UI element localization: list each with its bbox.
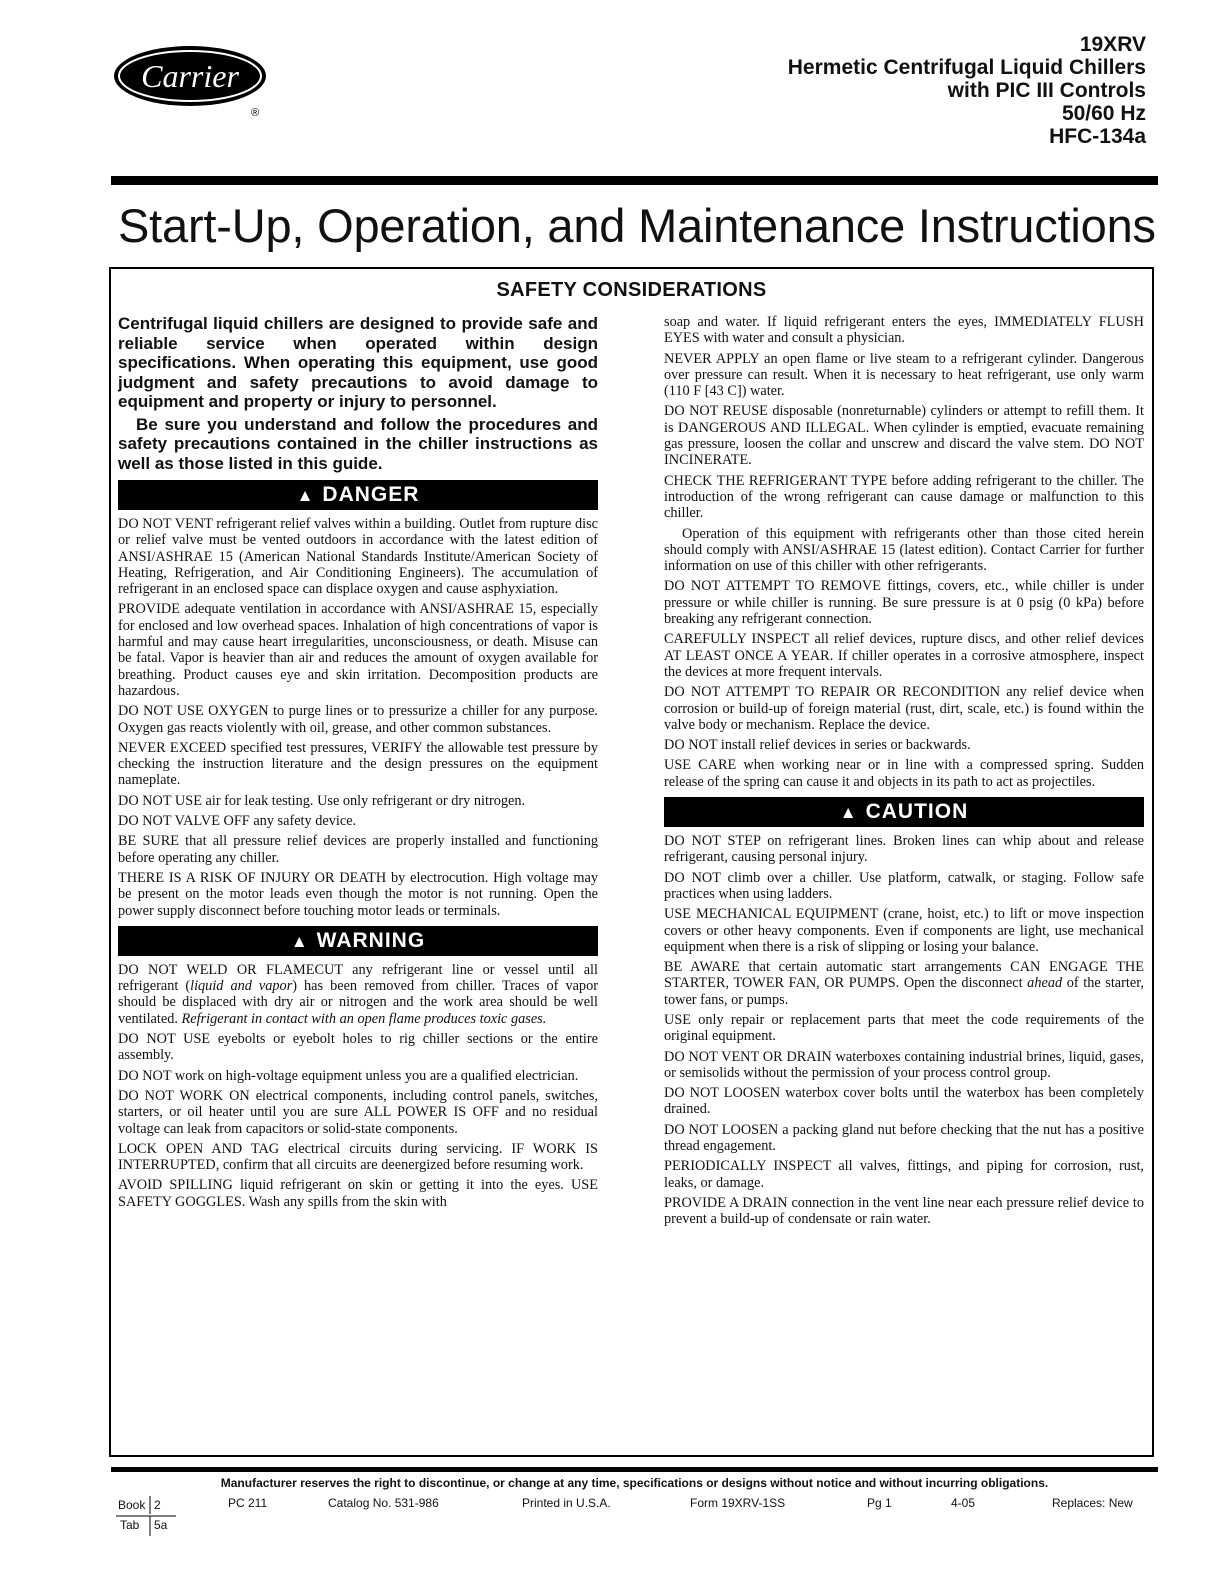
para-lead: PROVIDE A DRAIN: [664, 1194, 788, 1211]
para-text: fittings, covers, etc., while chiller is under pressure or while chiller is running. Be sure pressure is at 0 psig (0 kPa) before breaking any refrigerant connection.: [664, 578, 1144, 628]
para-lead: DO NOT LOOSEN: [664, 1085, 781, 1102]
para-text: eyebolts or eyebolt holes to rig chiller sections or the entire assembly.: [118, 1031, 598, 1064]
replaces: Replaces: New: [1052, 1496, 1133, 1510]
para-text: an open flame or live steam to a refrigerant cylinder. Dangerous over pressure can result. When it is necessary to heat refrigerant, use only warm (110 F [43 C]) water.: [664, 350, 1144, 400]
para-lead: DO NOT USE: [118, 1031, 211, 1048]
para-lead: DO NOT: [664, 869, 721, 886]
warning-paragraph: [118, 1088, 598, 1137]
para-lead: CAREFULLY INSPECT: [664, 631, 810, 648]
product-controls: with PIC III Controls: [947, 79, 1146, 102]
footer-rule: [111, 1467, 1158, 1472]
para-text: ) has been removed from chiller. Traces of vapor should be displaced with dry air or nitrogen and the work area should be well ventilated.: [118, 978, 598, 1027]
warning-paragraph: [118, 1141, 598, 1174]
warning-label: WARNING: [316, 928, 426, 952]
para-lead: DO NOT VENT OR DRAIN: [664, 1048, 832, 1065]
danger-paragraph: [118, 833, 598, 866]
right-paragraph: [664, 314, 1144, 347]
para-text: any safety device.: [249, 813, 357, 830]
para-text: refrigerant relief valves within a building. Outlet from rupture disc or relief valve must be vented outdoors in accordance with the latest edition of ANSI/ASHRAE 15 (American National Standards Institute/American Society of Heating, Refrigeration, and Air Conditioning Engineers). The accumulation of refrigerant in an enclosed space can displace oxygen and cause asphyxiation.: [118, 516, 598, 598]
product-model: 19XRV: [1079, 33, 1146, 56]
danger-paragraph: [118, 793, 598, 809]
para-lead: DO NOT ATTEMPT TO REMOVE: [664, 578, 882, 595]
para-text: that certain automatic start arrangements CAN ENGAGE THE STARTER, TOWER FAN, OR PUMPS. Open the disconnect: [664, 959, 1144, 992]
para-lead: DO NOT WELD OR FLAMECUT: [118, 961, 343, 978]
para-lead: BE SURE: [118, 833, 179, 850]
page-title: Start-Up, Operation, and Maintenance Instructions: [118, 199, 1156, 252]
svg-text:Carrier: Carrier: [141, 58, 239, 94]
danger-paragraph: [118, 601, 598, 699]
warning-paragraph: [118, 1068, 598, 1084]
para-lead: CHECK THE REFRIGERANT TYPE: [664, 472, 888, 489]
para-text: any refrigerant line or vessel until all refrigerant (: [118, 961, 598, 995]
product-frequency: 50/60 Hz: [1061, 102, 1146, 125]
para-text: soap and water. If liquid refrigerant enters the eyes, IMMEDIATELY FLUSH EYES with water and consult a physician.: [664, 314, 1144, 347]
para-lead: DO NOT VENT: [118, 516, 213, 532]
para-text: liquid refrigerant on skin or getting it into the eyes. USE SAFETY GOGGLES. Wash any spills from the skin with: [118, 1177, 598, 1210]
para-text: before adding refrigerant to the chiller. The introduction of the wrong refrigerant can cause damage or malfunction to this chiller.: [664, 472, 1145, 522]
right-paragraph: [664, 757, 1144, 790]
product-block: [788, 33, 1146, 148]
caution-paragraph: [664, 959, 1144, 1008]
tab-label: Tab: [120, 1518, 140, 1532]
right-column: [664, 314, 1144, 1232]
page-number: Pg 1: [867, 1496, 892, 1510]
para-lead: DO NOT ATTEMPT TO REPAIR OR RECONDITION: [664, 684, 1001, 701]
para-text: work on high-voltage equipment unless you are a qualified electrician.: [171, 1067, 579, 1084]
right-paragraph: [664, 578, 1144, 627]
para-text: of the starter, tower fans, or pumps.: [664, 975, 1144, 1008]
para-italic: Refrigerant in contact with an open flame produces toxic gases.: [181, 1010, 547, 1027]
para-lead: DO NOT: [118, 1067, 172, 1084]
book-label: Book: [118, 1498, 146, 1512]
danger-paragraph: [118, 740, 598, 789]
para-lead: DO NOT: [664, 737, 718, 754]
caution-paragraph: [664, 1158, 1144, 1191]
para-lead: USE: [664, 1011, 692, 1028]
para-text: on refrigerant lines. Broken lines can whip about and release refrigerant, causing personal injury.: [664, 833, 1144, 866]
para-lead: DO NOT LOOSEN: [664, 1121, 779, 1138]
para-lead: THERE IS A RISK OF INJURY OR DEATH: [118, 869, 387, 886]
danger-paragraph: [118, 703, 598, 736]
para-text: disposable (nonreturnable) cylinders or attempt to refill them. It is DANGEROUS AND ILLEGAL. When cylinder is emptied, evacuate remaining gas pressure, loosen the collar and unscrew and discard the valve stem. DO NOT INCINERATE.: [664, 403, 1144, 469]
section-title: SAFETY CONSIDERATIONS: [496, 279, 767, 301]
safety-box: [109, 267, 1154, 1457]
right-paragraph: [664, 403, 1144, 468]
catalog-number: Catalog No. 531-986: [328, 1496, 439, 1510]
warning-triangle-icon: ▲: [296, 486, 315, 505]
right-paragraph: [664, 473, 1144, 522]
para-text: adequate ventilation in accordance with ANSI/ASHRAE 15, especially for enclosed and low overhead spaces. Inhalation of high concentrations of vapor is harmful and may cause heart irregularities, unconsciousness, or death. Misuse can be fatal. Vapor is heavier than air and reduces the amount of oxygen available for breathing. Product causes eye and skin irritation. Decomposition products are hazardous.: [118, 601, 598, 699]
product-description: Hermetic Centrifugal Liquid Chillers: [787, 56, 1146, 79]
para-lead: DO NOT WORK ON: [118, 1087, 250, 1104]
product-refrigerant: HFC-134a: [1049, 125, 1146, 148]
right-paragraph: [664, 737, 1144, 753]
para-text: to purge lines or to pressurize a chiller for any purpose. Oxygen gas reacts violently with oil, grease, and other common substances.: [118, 703, 598, 736]
para-text: when working near or in line with a compressed spring. Sudden release of the spring can cause it and objects in its path to act as projectiles.: [664, 757, 1144, 790]
caution-paragraph: [664, 870, 1144, 903]
warning-banner: [118, 926, 598, 956]
para-text: all relief devices, rupture discs, and other relief devices AT LEAST ONCE A YEAR. If chiller operates in a corrosive atmosphere, inspect the devices at more frequent intervals.: [664, 631, 1144, 680]
right-paragraph: [664, 684, 1144, 733]
para-lead: AVOID SPILLING: [118, 1177, 233, 1194]
para-lead: DO NOT USE OXYGEN: [118, 703, 269, 720]
danger-label: DANGER: [322, 483, 420, 506]
para-italic: ahead: [1027, 975, 1063, 992]
danger-paragraph: [118, 516, 598, 597]
para-lead: NEVER EXCEED: [118, 739, 227, 756]
para-text: all valves, fittings, and piping for corrosion, rust, leaks, or damage.: [664, 1158, 1145, 1191]
para-text: connection in the vent line near each pressure relief device to prevent a build-up of condensate or rain water.: [664, 1194, 1145, 1228]
form-number: Form 19XRV-1SS: [690, 1496, 786, 1510]
para-italic: liquid and vapor: [190, 978, 293, 995]
caution-label: CAUTION: [865, 800, 969, 824]
para-lead: DO NOT REUSE: [664, 403, 768, 420]
printed-in: Printed in U.S.A.: [522, 1496, 611, 1510]
para-lead: DO NOT STEP: [664, 833, 761, 850]
para-text: only repair or replacement parts that meet the code requirements of the original equipment.: [664, 1011, 1144, 1045]
right-paragraph: [664, 526, 1144, 575]
date: 4-05: [951, 1496, 976, 1510]
caution-paragraph: [664, 1195, 1144, 1228]
para-text: that all pressure relief devices are properly installed and functioning before operating any chiller.: [118, 833, 598, 866]
intro-paragraph: Centrifugal liquid chillers are designed to provide safe and reliable service when operated within design specifications. When operating this equipment, use good judgment and safety precautions to avoid damage to equipment and property or injury to personnel.: [118, 314, 598, 411]
caution-paragraph: [664, 1012, 1144, 1045]
warning-paragraph: [118, 1177, 598, 1210]
warning-paragraph: [118, 1031, 598, 1064]
para-text: waterbox cover bolts until the waterbox has been completely drained.: [664, 1085, 1144, 1118]
para-text: a packing gland nut before checking that the nut has a positive thread engagement.: [664, 1121, 1144, 1155]
para-lead: USE CARE: [664, 757, 737, 774]
para-text: specified test pressures, VERIFY the allowable test pressure by checking the instruction literature and the design pressures on the equipment nameplate.: [118, 739, 598, 789]
disclaimer: Manufacturer reserves the right to discontinue, or change at any time, specifications or designs without notice and without incurring obligations.: [220, 1476, 1049, 1490]
danger-paragraph: [118, 813, 598, 829]
book-value: 2: [154, 1498, 161, 1512]
caution-paragraph: [664, 1122, 1144, 1155]
para-text: climb over a chiller. Use platform, catwalk, or staging. Follow safe practices when using ladders.: [664, 869, 1144, 902]
svg-text:®: ®: [250, 107, 260, 118]
para-text: electrical components, including control panels, switches, starters, or oil heater until you are sure ALL POWER IS OFF and no residual voltage can leak from capacitors or solid-state components.: [118, 1087, 598, 1137]
caution-paragraph: [664, 833, 1144, 866]
para-text: Operation of this equipment with refrigerants other than those cited herein should comply with ANSI/ASHRAE 15 (latest edition). Contact Carrier for further information on use of this chiller with other refrigerants.: [664, 525, 1144, 575]
header-rule: [111, 176, 1158, 185]
caution-paragraph: [664, 1085, 1144, 1118]
danger-paragraph: [118, 870, 598, 919]
para-lead: DO NOT USE: [118, 792, 202, 809]
carrier-logo: [112, 42, 272, 118]
para-text: waterboxes containing industrial brines, liquid, gases, or semisolids without the permission of your process control group.: [664, 1048, 1144, 1081]
para-lead: NEVER APPLY: [664, 350, 760, 367]
para-text: any relief device when corrosion or build-up of foreign material (rust, dirt, scale, etc.) is found within the valve body or mechanism. Replace the device.: [664, 684, 1145, 733]
warning-triangle-icon: ▲: [839, 803, 858, 823]
right-paragraph: [664, 631, 1144, 680]
para-lead: PERIODICALLY INSPECT: [664, 1158, 832, 1175]
para-text: air for leak testing. Use only refrigerant or dry nitrogen.: [201, 792, 526, 809]
intro-paragraph-2: Be sure you understand and follow the procedures and safety precautions contained in the chiller instructions as well as those listed in this guide.: [118, 414, 598, 473]
para-lead: DO NOT VALVE OFF: [118, 813, 250, 830]
para-lead: BE AWARE: [664, 959, 740, 976]
warning-triangle-icon: ▲: [290, 931, 309, 951]
caution-paragraph: [664, 1049, 1144, 1082]
para-text: by electrocution. High voltage may be present on the motor leads even though the motor is not running. Open the power supply disconnect before touching motor leads or terminals.: [118, 869, 598, 919]
pc-number: PC 211: [228, 1496, 268, 1510]
right-paragraph: [664, 351, 1144, 400]
para-text: (crane, hoist, etc.) to lift or move inspection covers or other heavy components. Even if components are light, use mechanical equipment when there is a risk of slipping or losing your balance.: [664, 906, 1144, 955]
caution-banner: [664, 797, 1144, 827]
left-column: [118, 314, 598, 1214]
danger-banner: [118, 480, 598, 510]
book-tab-index: [116, 1496, 186, 1536]
para-lead: USE MECHANICAL EQUIPMENT: [664, 906, 879, 923]
caution-paragraph: [664, 906, 1144, 955]
para-lead: LOCK OPEN AND TAG: [118, 1140, 280, 1157]
para-lead: PROVIDE: [118, 601, 180, 618]
tab-value: 5a: [154, 1518, 168, 1532]
para-text: electrical circuits during servicing. IF WORK IS INTERRUPTED, confirm that all circuits are deenergized before resuming work.: [118, 1140, 598, 1174]
warning-paragraph: [118, 962, 598, 1027]
para-text: install relief devices in series or backwards.: [717, 737, 971, 754]
